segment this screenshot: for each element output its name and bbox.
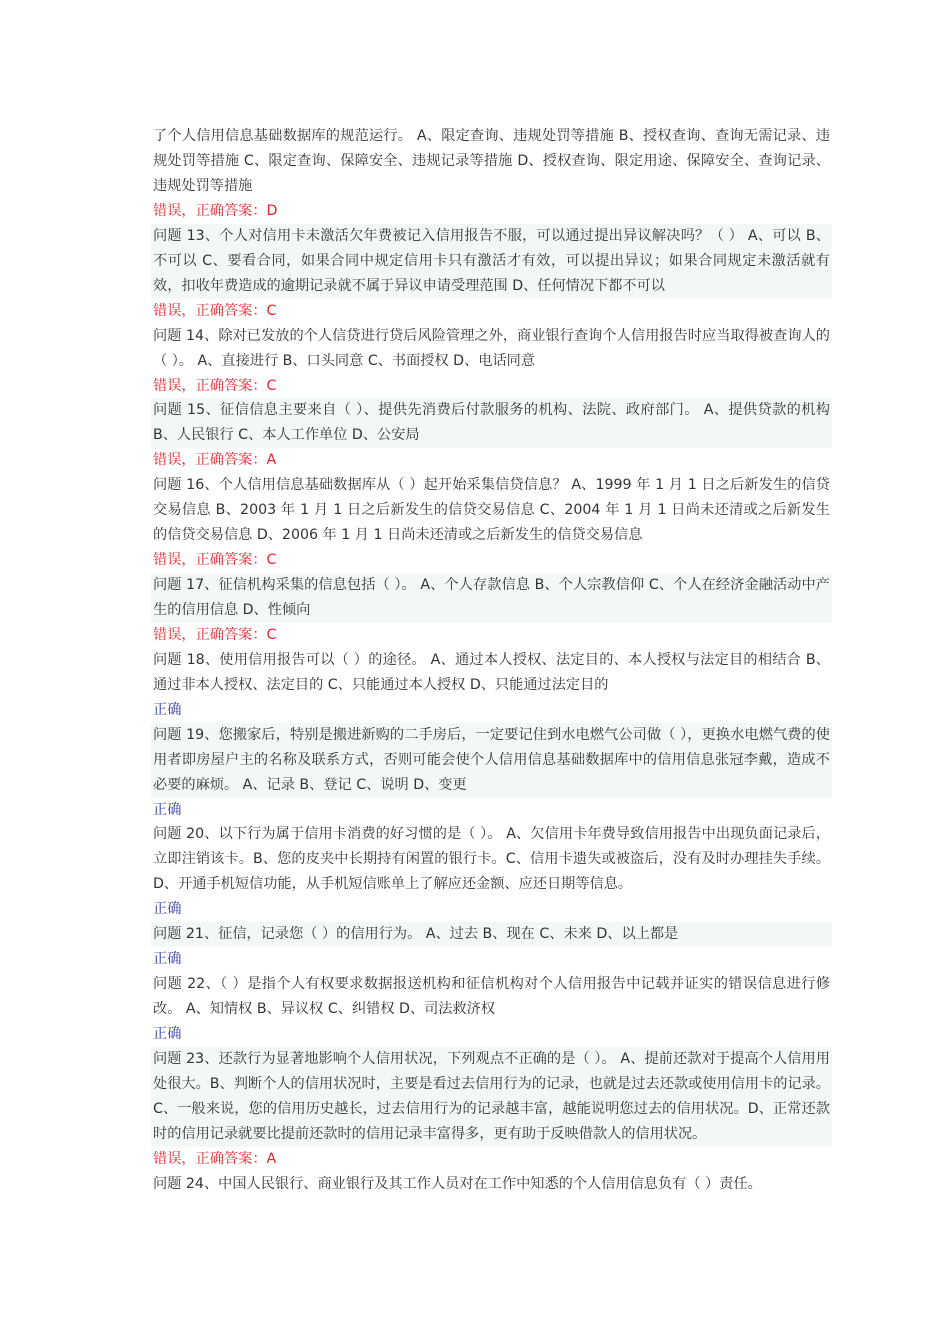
question-text: 问题 22、（ ）是指个人有权要求数据报送机构和征信机构对个人信用报告中记载并证实的错误信息进行修改。 A、知情权 B、异议权 C、纠错权 D、司法救济权 [153,975,830,1017]
question-text: 问题 14、除对已发放的个人信贷进行贷后风险管理之外，商业银行查询个人信用报告时应当取得被查询人的（ ）。 A、直接进行 B、口头同意 C、书面授权 D、电话同意 [153,327,830,369]
answer-result: 正确 [153,701,182,718]
answer-result: 正确 [153,951,182,968]
answer-result: 正确 [153,1025,182,1042]
answer-result: 错误，正确答案：A [153,452,277,469]
question-text: 问题 15、征信信息主要来自（ ）、提供先消费后付款服务的机构、法院、政府部门。 A、提供贷款的机构 B、人民银行 C、本人工作单位 D、公安局 [151,398,832,448]
question-text: 问题 19、您搬家后，特别是搬进新购的二手房后，一定要记住到水电燃气公司做（ ），更换水电燃气费的使用者即房屋户主的名称及联系方式，否则可能会使个人信用信息基础数据库中的信用信息张冠李戴，造成不必要的麻烦。 A、记录 B、登记 C、说明 D、变更 [151,723,832,798]
question-text: 问题 16、个人信用信息基础数据库从（ ）起开始采集信贷信息？ A、1999 年 1 月 1 日之后新发生的信贷交易信息 B、2003 年 1 月 1 日之后新发生的信贷交易信息 C、2004 年 1 月 1 日尚未还清或之后新发生的信贷交易信息 D、2006 年 1 月 1 日尚未还清或之后新发生的信贷交易信息 [153,477,830,544]
answer-result: 错误，正确答案：A [153,1150,277,1167]
question-text: 问题 13、个人对信用卡未激活欠年费被记入信用报告不服，可以通过提出异议解决吗？（ ） A、可以 B、不可以 C、要看合同，如果合同中规定信用卡只有激活才有效，可以提出异议；如果合同规定未激活就有效，扣收年费造成的逾期记录就不属于异议申请受理范围 D、任何情况下都不可以 [151,224,832,299]
answer-result: 错误，正确答案：D [153,203,278,219]
question-text: 问题 24、中国人民银行、商业银行及其工作人员对在工作中知悉的个人信用信息负有（ ）责任。 [153,1175,762,1192]
question-text: 问题 20、以下行为属于信用卡消费的好习惯的是（ ）。 A、欠信用卡年费导致信用报告中出现负面记录后，立即注销该卡。B、您的皮夹中长期持有闲置的银行卡。C、信用卡遗失或被盗后，没有及时办理挂失手续。D、开通手机短信功能，从手机短信账单上了解应还金额、应还日期等信息。 [153,826,830,893]
answer-result: 正确 [153,901,182,918]
question-text: 问题 23、还款行为显著地影响个人信用状况，下列观点不正确的是（ ）。 A、提前还款对于提高个人信用用处很大。B、判断个人的信用状况时，主要是看过去信用行为的记录，也就是过去还款或使用信用卡的记录。C、一般来说，您的信用历史越长，过去信用行为的记录越丰富，越能说明您过去的信用状况。D、正常还款时的信用记录就要比提前还款时的信用记录丰富得多，更有助于反映借款人的信用状况。 [151,1047,832,1147]
question-text: 问题 18、使用信用报告可以（ ）的途径。 A、通过本人授权、法定目的、本人授权与法定目的相结合 B、通过非本人授权、法定目的 C、只能通过本人授权 D、只能通过法定目的 [153,651,830,693]
question-text: 问题 21、征信，记录您（ ）的信用行为。 A、过去 B、现在 C、未来 D、以上都是 [151,922,832,947]
question-text: 问题 17、征信机构采集的信息包括（ ）。 A、个人存款信息 B、个人宗教信仰 C、个人在经济金融活动中产生的信用信息 D、性倾向 [151,573,832,623]
question-list [151,124,832,1197]
answer-result: 错误，正确答案：C [153,377,277,394]
question-text: 了个人信用信息基础数据库的规范运行。 A、限定查询、违规处罚等措施 B、授权查询、查询无需记录、违规处罚等措施 C、限定查询、保障安全、违规记录等措施 D、授权查询、限定用途、保障安全、查询记录、违规处罚等措施 [153,128,830,194]
answer-result: 错误，正确答案：C [153,626,277,643]
answer-result: 错误，正确答案：C [153,552,277,569]
answer-result: 正确 [153,801,182,818]
answer-result: 错误，正确答案：C [153,302,277,319]
